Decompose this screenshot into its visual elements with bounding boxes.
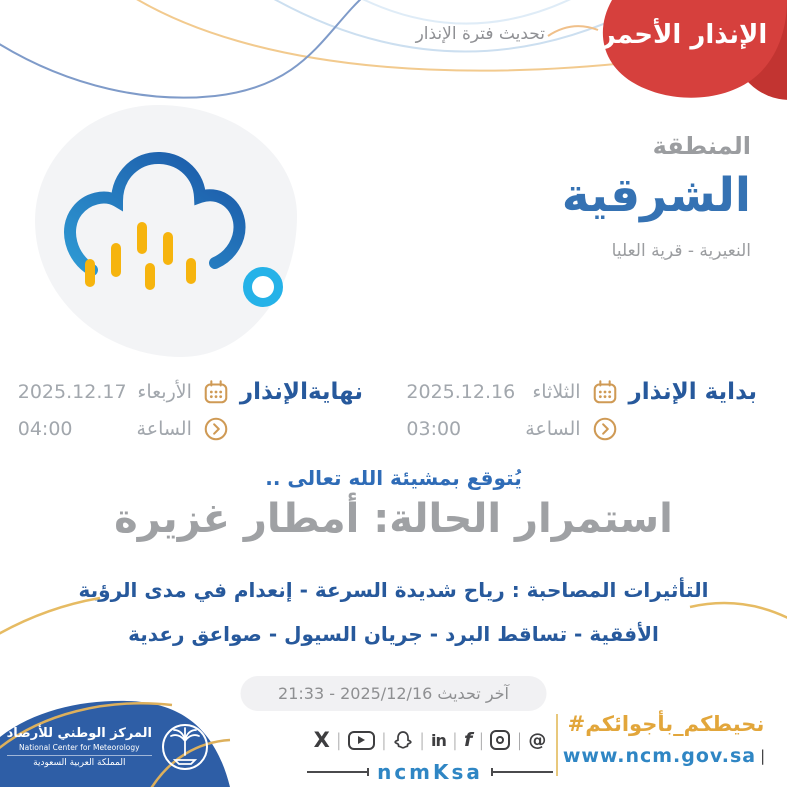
website-link[interactable]: www.ncm.gov.sa	[562, 745, 757, 767]
forecast-intro: يُتوقع بمشيئة الله تعالى ..	[265, 466, 522, 490]
calendar-icon	[591, 378, 619, 406]
website-row	[562, 745, 766, 767]
snapchat-icon[interactable]	[393, 730, 413, 751]
red-alert-badge-label: الإنذار الأحمر	[600, 20, 768, 50]
social-handle[interactable]: ncmKsa	[377, 760, 483, 784]
rain-drops	[90, 227, 191, 285]
social-handle-row	[305, 760, 555, 784]
red-alert-badge-shape	[582, 0, 787, 115]
alert-end-day: الأربعاء	[137, 381, 192, 403]
footer-gold-separator	[556, 714, 558, 776]
region-areas: النعيرية - قرية العليا	[611, 241, 751, 261]
alert-end-time: 04:00	[17, 418, 73, 440]
handle-line-left	[307, 771, 369, 773]
alert-start-title: بداية الإنذار	[628, 379, 757, 405]
instagram-icon[interactable]	[490, 730, 510, 750]
alert-start-day: الثلاثاء	[532, 381, 581, 403]
ncm-name-english: National Center for Meteorology	[19, 743, 140, 752]
threads-icon[interactable]: @	[528, 729, 547, 751]
effects-line-1: التأثيرات المصاحبة : رياح شديدة السرعة - إنعدام في مدى الرؤية	[78, 578, 709, 602]
social-separator: |	[478, 729, 485, 751]
region-block	[562, 132, 751, 261]
alert-start-date: 2025.12.16	[406, 381, 516, 403]
ncm-text-block	[7, 726, 152, 768]
ncm-country: المملكة العربية السعودية	[7, 755, 152, 768]
alert-end-time-label: الساعة	[136, 418, 192, 440]
region-label: المنطقة	[652, 132, 751, 160]
campaign-hashtag[interactable]: #نحيطكم_بأجوائكم	[567, 712, 765, 736]
effects-line-2: الأفقية - تساقط البرد - جريان السيول - صواعق رعدية	[128, 622, 659, 646]
alert-start-block	[406, 378, 757, 443]
alert-end-date: 2025.12.17	[17, 381, 127, 403]
forecast-condition: استمرار الحالة: أمطار غزيرة	[114, 496, 673, 542]
social-separator: |	[516, 729, 523, 751]
alert-end-title: نهايةالإنذار	[239, 379, 363, 405]
x-icon[interactable]: X	[313, 728, 330, 752]
ncm-emblem-icon	[160, 722, 210, 772]
alert-period-update-label: تحديث فترة الإنذار	[415, 24, 545, 44]
alert-start-time: 03:00	[406, 418, 462, 440]
youtube-icon[interactable]	[348, 731, 375, 750]
social-separator: |	[451, 729, 458, 751]
cyan-ring-accent	[243, 267, 283, 307]
region-name: الشرقية	[561, 168, 751, 223]
facebook-icon[interactable]: f	[463, 729, 473, 751]
social-separator: |	[380, 729, 387, 751]
handle-line-right	[491, 771, 553, 773]
alert-start-time-label: الساعة	[525, 418, 581, 440]
clock-icon	[202, 415, 230, 443]
alert-end-block	[18, 378, 363, 443]
calendar-icon	[202, 378, 230, 406]
last-update-pill: آخر تحديث 2025/12/16 - 21:33	[240, 676, 547, 711]
social-separator: |	[418, 729, 426, 751]
ncm-name-arabic: المركز الوطني للأرصاد	[6, 726, 152, 741]
social-icons-row	[305, 727, 555, 753]
ncm-logo	[6, 714, 210, 780]
linkedin-icon[interactable]: in	[431, 730, 446, 750]
website-separator: |	[760, 747, 766, 765]
clock-icon	[591, 415, 619, 443]
social-separator: |	[335, 729, 342, 751]
footer-social-block	[305, 727, 555, 784]
footer-links-block	[562, 712, 766, 767]
rain-cloud-icon	[58, 130, 248, 310]
